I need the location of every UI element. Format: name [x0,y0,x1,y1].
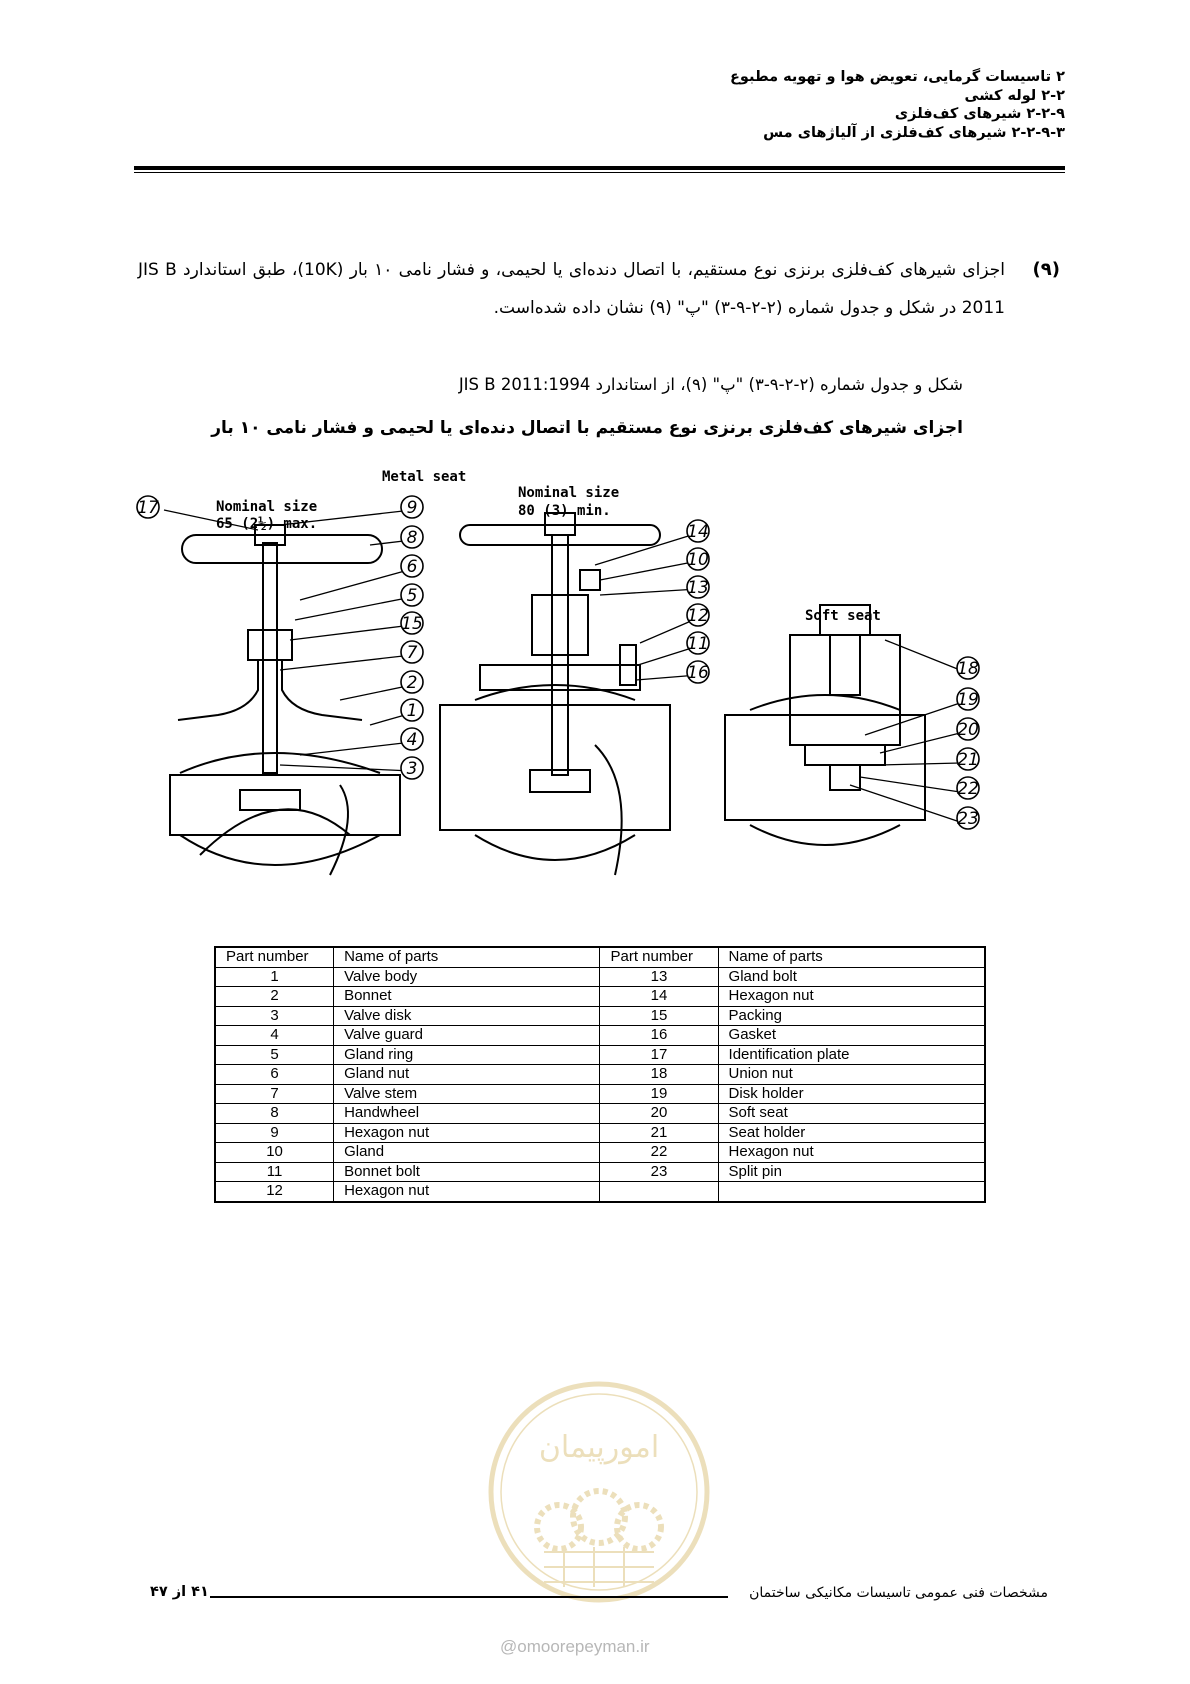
part-number-cell: 15 [600,1006,718,1026]
page-header [125,68,1065,142]
paragraph-number: (۹) [1032,259,1060,280]
table-row [215,1162,985,1182]
callout-20: 20 [957,720,979,740]
table-header-row [215,947,985,967]
callout-11: 11 [687,634,709,654]
valve-large-drawing [440,513,670,875]
part-number-cell: 7 [215,1084,334,1104]
label-large-size-1: Nominal size [518,485,620,501]
table-row [215,1065,985,1085]
callout-13: 13 [687,578,709,598]
callout-6: 6 [406,557,418,577]
part-number-cell: 5 [215,1045,334,1065]
part-name-cell: Hexagon nut [334,1182,600,1202]
header-name-right: Name of parts [718,947,985,967]
footer-document-title: مشخصات فنی عمومی تاسیسات مکانیکی ساختمان [749,1585,1048,1601]
label-soft-seat: Soft seat [805,608,881,624]
paragraph-9 [138,251,1060,327]
part-name-cell: Gland [334,1143,600,1163]
part-number-cell: 4 [215,1026,334,1046]
part-number-cell: 6 [215,1065,334,1085]
part-name-cell: Gland bolt [718,967,985,987]
part-name-cell: Disk holder [718,1084,985,1104]
callout-7: 7 [406,643,418,663]
header-part-number-right: Part number [600,947,718,967]
part-name-cell: Packing [718,1006,985,1026]
part-number-cell: 9 [215,1123,334,1143]
part-name-cell: Soft seat [718,1104,985,1124]
callout-3: 3 [406,759,418,779]
logo-watermark [484,1377,714,1607]
callout-12: 12 [687,606,709,626]
footer-rule [210,1596,728,1598]
part-number-cell: 17 [600,1045,718,1065]
part-name-cell: Union nut [718,1065,985,1085]
callout-21: 21 [957,750,979,770]
part-name-cell: Valve disk [334,1006,600,1026]
header-rule [134,166,1065,170]
part-number-cell: 8 [215,1104,334,1124]
table-row [215,1006,985,1026]
callout-15: 15 [401,614,423,634]
table-row [215,1123,985,1143]
callout-23: 23 [957,809,979,829]
part-name-cell: Hexagon nut [334,1123,600,1143]
part-number-cell: 11 [215,1162,334,1182]
watermark-text: امورپیمان [538,1430,660,1465]
callout-17: 17 [137,498,159,518]
part-name-cell: Gland nut [334,1065,600,1085]
part-number-cell: 19 [600,1084,718,1104]
part-name-cell: Gland ring [334,1045,600,1065]
part-number-cell: 3 [215,1006,334,1026]
callout-5: 5 [406,586,418,606]
table-row [215,1026,985,1046]
header-line-4: ۲-۲-۹-۳ شیرهای کف‌فلزی از آلیاژهای مس [763,124,1065,141]
header-line-1: ۲ تاسیسات گرمایی، تعویض هوا و تهویه مطبوع [730,69,1065,85]
part-number-cell: 14 [600,987,718,1007]
callout-22: 22 [957,779,979,799]
part-number-cell: 1 [215,967,334,987]
header-rule-thin [134,172,1065,173]
table-row [215,987,985,1007]
callout-4: 4 [406,730,418,750]
label-large-size-2: 80 (3) min. [518,503,611,519]
part-number-cell: 20 [600,1104,718,1124]
footer-website-text: omoorepeyman.ir [517,1637,650,1656]
figure-caption: شکل و جدول شماره (۲-۲-۹-۳) "پ" (۹)، از استاندارد JIS B 2011:1994 [458,375,963,394]
callout-8: 8 [406,528,418,548]
figure-title: اجزای شیرهای کف‌فلزی برنزی نوع مستقیم با اتصال دنده‌ای یا لحیمی و فشار نامی ۱۰ بار [211,418,963,438]
part-name-cell: Bonnet bolt [334,1162,600,1182]
callout-19: 19 [957,690,979,710]
valve-drawings [137,455,1070,915]
part-name-cell: Seat holder [718,1123,985,1143]
header-name-left: Name of parts [334,947,600,967]
part-number-cell: 10 [215,1143,334,1163]
callout-18: 18 [957,659,979,679]
part-name-cell: Bonnet [334,987,600,1007]
table-row [215,1104,985,1124]
callout-9: 9 [406,498,418,518]
part-name-cell: Hexagon nut [718,987,985,1007]
part-name-cell: Identification plate [718,1045,985,1065]
table-row [215,1182,985,1202]
header-line-3: ۲-۲-۹ شیرهای کف‌فلزی [894,106,1065,122]
callout-1: 1 [406,701,418,721]
part-name-cell: Hexagon nut [718,1143,985,1163]
part-number-cell: 12 [215,1182,334,1202]
part-number-cell: 2 [215,987,334,1007]
part-number-cell: 16 [600,1026,718,1046]
table-row [215,1143,985,1163]
parts-table [214,946,986,1203]
callout-14: 14 [687,522,709,542]
label-small-size-1: Nominal size [216,499,318,515]
table-row [215,1084,985,1104]
valve-small-drawing [170,525,400,875]
label-metal-seat: Metal seat [382,469,467,485]
part-number-cell: 23 [600,1162,718,1182]
footer-website: @omoorepeyman.ir [500,1637,650,1656]
part-number-cell: 21 [600,1123,718,1143]
part-name-cell: Handwheel [334,1104,600,1124]
header-line-2: ۲-۲ لوله کشی [964,87,1065,104]
label-small-size-2: 65 (2½) max. [216,516,318,532]
paragraph-text: اجزای شیرهای کف‌فلزی برنزی نوع مستقیم، با اتصال دنده‌ای یا لحیمی، و فشار نامی ۱۰ بار (10K)، طبق استاندارد JIS B 2011 در شکل و جدول شماره (۲-۲-۹-۳) "پ" (۹) نشان داده شده‌است. [138,260,1005,318]
header-part-number-left: Part number [215,947,334,967]
part-name-cell: Gasket [718,1026,985,1046]
part-name-cell: Valve guard [334,1026,600,1046]
part-number-cell: 13 [600,967,718,987]
part-name-cell: Split pin [718,1162,985,1182]
footer-page-number: ۴۱ از ۴۷ [150,1584,209,1600]
part-number-cell: 18 [600,1065,718,1085]
callout-2: 2 [406,673,418,693]
part-number-cell: 22 [600,1143,718,1163]
callout-10: 10 [687,550,709,570]
part-name-cell [718,1182,985,1202]
part-number-cell [600,1182,718,1202]
table-row [215,1045,985,1065]
part-name-cell: Valve stem [334,1084,600,1104]
table-row [215,967,985,987]
callout-16: 16 [687,663,709,683]
part-name-cell: Valve body [334,967,600,987]
valve-drawings-svg [137,455,1070,915]
